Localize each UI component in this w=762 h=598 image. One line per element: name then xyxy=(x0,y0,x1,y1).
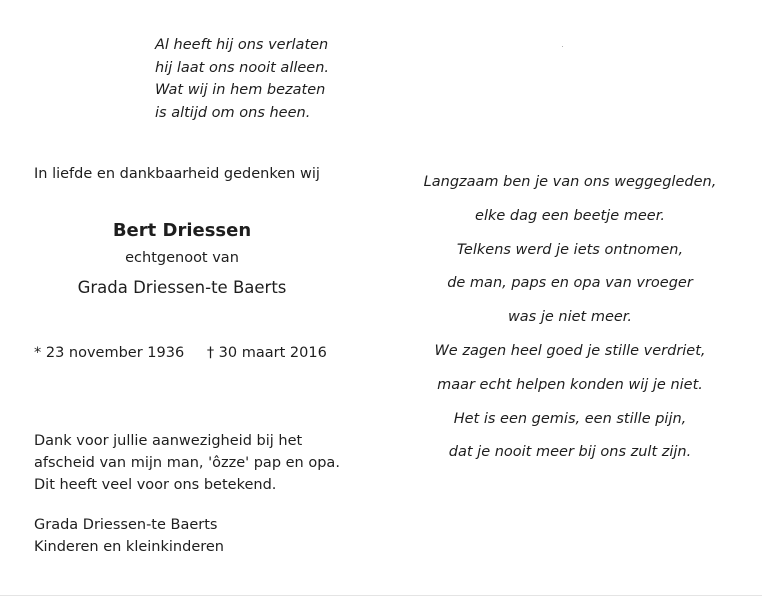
right-poem-line: Langzaam ben je van ons weggegleden, xyxy=(423,174,717,190)
thanks-line: Dit heeft veel voor ons betekend. xyxy=(34,477,277,493)
name-block xyxy=(34,217,330,301)
opening-poem-line: Al heeft hij ons verlaten xyxy=(155,37,329,53)
right-poem-line: We zagen heel goed je stille verdriet, xyxy=(434,342,706,359)
intro-text: In liefde en dankbaarheid gedenken wij xyxy=(34,166,320,182)
opening-poem-line: hij laat ons nooit alleen. xyxy=(155,59,330,76)
card-bottom-edge xyxy=(0,595,762,596)
right-poem-line: was je niet meer. xyxy=(507,309,633,326)
thanks-line: afscheid van mijn man, 'ôzze' pap en opa. xyxy=(34,455,340,471)
opening-poem-line: Wat wij in hem bezaten xyxy=(155,82,326,98)
life-dates xyxy=(34,345,334,361)
death-date: † 30 maart 2016 xyxy=(206,345,327,361)
signature-line: Grada Driessen-te Baerts xyxy=(34,517,218,533)
spouse-label: echtgenoot van xyxy=(125,250,239,266)
deceased-name: Bert Driessen xyxy=(112,220,252,241)
birth-date: * 23 november 1936 xyxy=(34,345,185,361)
paper-speck xyxy=(562,46,563,47)
right-poem-line: de man, paps en opa van vroeger xyxy=(447,275,693,292)
signature-line: Kinderen en kleinkinderen xyxy=(34,539,224,555)
opening-poem xyxy=(155,34,385,124)
right-poem-line: elke dag een beetje meer. xyxy=(475,207,665,224)
signature xyxy=(34,514,334,558)
thanks-message xyxy=(34,430,340,496)
right-poem-line: dat je nooit meer bij ons zult zijn. xyxy=(448,444,692,461)
thanks-line: Dank voor jullie aanwezigheid bij het xyxy=(34,433,303,449)
right-poem-line: Telkens werd je iets ontnomen, xyxy=(456,241,684,258)
opening-poem-line: is altijd om ons heen. xyxy=(155,104,311,121)
right-poem-line: Het is een gemis, een stille pijn, xyxy=(453,410,687,427)
right-poem-line: maar echt helpen konden wij je niet. xyxy=(437,376,703,393)
right-poem xyxy=(402,166,738,470)
spouse-name: Grada Driessen-te Baerts xyxy=(77,278,287,297)
